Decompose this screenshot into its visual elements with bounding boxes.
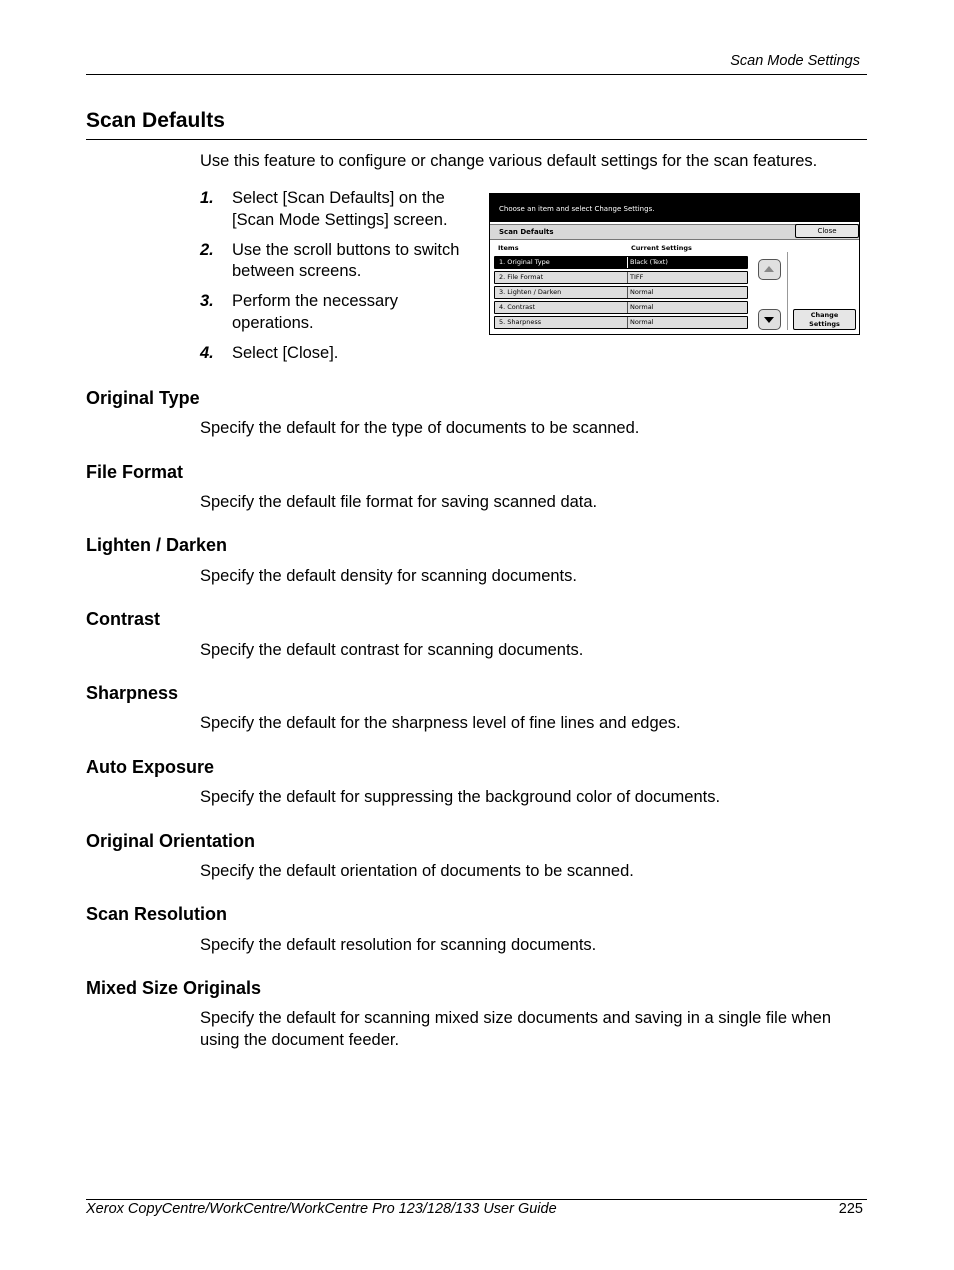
section-heading: File Format <box>86 462 184 482</box>
scan-defaults-screen <box>489 193 860 335</box>
scroll-up-icon <box>764 266 774 272</box>
section-heading: Auto Exposure <box>86 757 215 777</box>
step-item: 4. Select [Close]. <box>200 343 339 362</box>
settings-row[interactable]: 4. Contrast Normal <box>494 301 748 314</box>
section-description: Specify the default file format for saving scanned data. <box>200 493 598 511</box>
scroll-down-icon <box>764 317 774 323</box>
section-description: Specify the default for suppressing the background color of documents. <box>200 788 721 806</box>
page-number: 225 <box>838 1201 863 1217</box>
section-description: Specify the default orientation of documents to be scanned. <box>200 862 634 880</box>
scroll-up-button[interactable] <box>758 259 781 280</box>
section-title: Scan Defaults <box>86 109 225 132</box>
scroll-down-button[interactable] <box>758 309 781 330</box>
panel-divider <box>787 252 788 330</box>
intro-paragraph: Use this feature to configure or change various default settings for the scan features. <box>200 152 818 170</box>
items-column-header: Items <box>498 244 519 252</box>
close-button[interactable]: Close <box>795 224 859 238</box>
title-rule <box>86 139 867 140</box>
section-heading: Original Orientation <box>86 831 256 851</box>
section-description: Specify the default for scanning mixed size documents and saving in a single file when using the document feeder. <box>200 1009 832 1049</box>
settings-row[interactable]: 5. Sharpness Normal <box>494 316 748 329</box>
current-settings-column-header: Current Settings <box>631 244 692 252</box>
section-description: Specify the default for the sharpness level of fine lines and edges. <box>200 714 681 732</box>
section-heading: Contrast <box>86 609 161 629</box>
section-description: Specify the default resolution for scanning documents. <box>200 936 597 954</box>
section-description: Specify the default density for scanning documents. <box>200 567 577 585</box>
section-heading: Original Type <box>86 388 200 408</box>
section-heading: Mixed Size Originals <box>86 978 262 998</box>
section-heading: Lighten / Darken <box>86 535 228 555</box>
steps-list <box>200 188 482 373</box>
section-description: Specify the default for the type of documents to be scanned. <box>200 419 640 437</box>
section-description: Specify the default contrast for scanning documents. <box>200 641 584 659</box>
step-item: 1. Select [Scan Defaults] on the [Scan Mode Settings] screen. <box>200 189 448 229</box>
header-rule <box>86 74 867 75</box>
footer-guide-title: Xerox CopyCentre/WorkCentre/WorkCentre Pro 123/128/133 User Guide <box>86 1201 557 1217</box>
running-header: Scan Mode Settings <box>730 53 860 69</box>
settings-row[interactable]: 1. Original Type Black (Text) <box>494 256 748 269</box>
section-heading: Scan Resolution <box>86 904 228 924</box>
step-item: 2. Use the scroll buttons to switch between screens. <box>200 240 460 280</box>
section-heading: Sharpness <box>86 683 179 703</box>
step-item: 3. Perform the necessary operations. <box>200 292 398 332</box>
screen-title-bar: Scan Defaults <box>490 224 859 240</box>
change-settings-button[interactable]: Change Settings <box>793 309 856 330</box>
settings-row[interactable]: 2. File Format TIFF <box>494 271 748 284</box>
footer-rule <box>86 1199 867 1200</box>
message-bar: Choose an item and select Change Settings. <box>490 194 859 222</box>
settings-row[interactable]: 3. Lighten / Darken Normal <box>494 286 748 299</box>
